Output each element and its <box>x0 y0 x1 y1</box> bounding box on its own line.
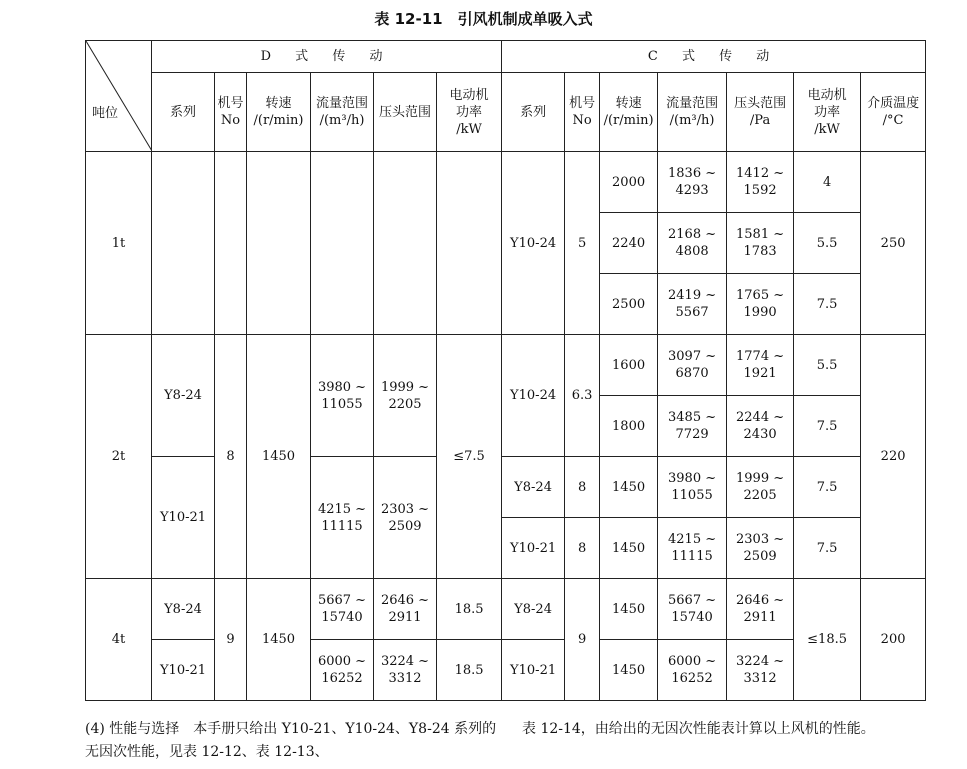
d-speed-cell: 1450 <box>247 335 311 579</box>
c-series-cell: Y10-24 <box>502 152 565 335</box>
d-flow-cell: 6000 ~ 16252 <box>311 640 374 701</box>
c-motor-cell: ≤18.5 <box>794 579 861 701</box>
diagonal-line <box>86 41 152 151</box>
c-pressure-cell: 2303 ~ 2509 <box>727 518 794 579</box>
tonnage-cell: 4t <box>86 579 152 701</box>
d-drive-header: D 式 传 动 <box>152 41 502 73</box>
d-no-cell: 9 <box>215 579 247 701</box>
d-series-cell: Y8-24 <box>152 579 215 640</box>
c-flow-cell: 2168 ~ 4808 <box>658 213 727 274</box>
c-series-cell: Y8-24 <box>502 457 565 518</box>
table-row <box>86 152 926 213</box>
table-row <box>86 579 926 640</box>
c-motor-cell: 7.5 <box>794 457 861 518</box>
d-series-cell: Y10-21 <box>152 640 215 701</box>
c-temp-cell: 200 <box>861 579 926 701</box>
d-pressure-cell: 3224 ~ 3312 <box>374 640 437 701</box>
c-flow-cell: 6000 ~ 16252 <box>658 640 727 701</box>
c-flow-cell: 3097 ~ 6870 <box>658 335 727 396</box>
c-pressure-cell: 3224 ~ 3312 <box>727 640 794 701</box>
c-pressure-cell: 1999 ~ 2205 <box>727 457 794 518</box>
d-empty-cell <box>311 152 374 335</box>
d-flow-header: 流量范围 /(m³/h) <box>311 73 374 152</box>
c-temp-cell: 220 <box>861 335 926 579</box>
d-motor-cell: 18.5 <box>437 640 502 701</box>
d-motor-header: 电动机 功率 /kW <box>437 73 502 152</box>
c-temp-cell: 250 <box>861 152 926 335</box>
table-row <box>86 457 926 518</box>
c-drive-header: C 式 传 动 <box>502 41 926 73</box>
c-no-cell: 8 <box>565 518 600 579</box>
d-empty-cell <box>215 152 247 335</box>
c-speed-cell: 1450 <box>600 518 658 579</box>
c-no-cell: 5 <box>565 152 600 335</box>
d-empty-cell <box>437 152 502 335</box>
c-no-cell: 6.3 <box>565 335 600 457</box>
d-series-header: 系列 <box>152 73 215 152</box>
c-motor-cell: 5.5 <box>794 335 861 396</box>
d-no-header: 机号 No <box>215 73 247 152</box>
c-flow-cell: 3485 ~ 7729 <box>658 396 727 457</box>
c-series-cell: Y8-24 <box>502 579 565 640</box>
c-speed-header: 转速 /(r/min) <box>600 73 658 152</box>
c-flow-cell: 2419 ~ 5567 <box>658 274 727 335</box>
c-pressure-cell: 1581 ~ 1783 <box>727 213 794 274</box>
c-flow-header: 流量范围 /(m³/h) <box>658 73 727 152</box>
c-motor-cell: 5.5 <box>794 213 861 274</box>
d-flow-cell: 3980 ~ 11055 <box>311 335 374 457</box>
d-empty-cell <box>152 152 215 335</box>
caption-left-paragraph: (4) 性能与选择 本手册只给出 Y10-21、Y10-24、Y8-24 系列的无因次性能，见表 12-12、表 12-13、 <box>85 721 497 760</box>
d-pressure-cell: 2303 ~ 2509 <box>374 457 437 579</box>
c-no-header: 机号 No <box>565 73 600 152</box>
d-motor-cell: 18.5 <box>437 579 502 640</box>
d-no-cell: 8 <box>215 335 247 579</box>
tonnage-header: 吨位 <box>92 106 119 121</box>
c-speed-cell: 2500 <box>600 274 658 335</box>
d-motor-cell: ≤7.5 <box>437 335 502 579</box>
c-speed-cell: 1450 <box>600 457 658 518</box>
c-series-header: 系列 <box>502 73 565 152</box>
c-series-cell: Y10-24 <box>502 335 565 457</box>
c-series-cell: Y10-21 <box>502 518 565 579</box>
c-speed-cell: 1450 <box>600 640 658 701</box>
c-speed-cell: 2000 <box>600 152 658 213</box>
c-speed-cell: 1800 <box>600 396 658 457</box>
c-pressure-cell: 2244 ~ 2430 <box>727 396 794 457</box>
tonnage-header-cell <box>86 41 152 152</box>
tonnage-cell: 2t <box>86 335 152 579</box>
c-speed-cell: 2240 <box>600 213 658 274</box>
d-speed-cell: 1450 <box>247 579 311 701</box>
caption-right-paragraph: 表 12-14，由给出的无因次性能表计算以上风机的性能。 <box>522 721 875 737</box>
tonnage-cell: 1t <box>86 152 152 335</box>
c-pressure-header: 压头范围 /Pa <box>727 73 794 152</box>
d-empty-cell <box>247 152 311 335</box>
d-flow-cell: 4215 ~ 11115 <box>311 457 374 579</box>
c-flow-cell: 5667 ~ 15740 <box>658 579 727 640</box>
c-motor-cell: 7.5 <box>794 396 861 457</box>
c-motor-cell: 4 <box>794 152 861 213</box>
c-motor-cell: 7.5 <box>794 518 861 579</box>
d-series-cell: Y10-21 <box>152 457 215 579</box>
table-title: 表 12-11 引风机制成单吸入式 <box>374 10 593 28</box>
d-empty-cell <box>374 152 437 335</box>
c-series-cell: Y10-21 <box>502 640 565 701</box>
c-motor-header: 电动机 功率 /kW <box>794 73 861 152</box>
c-pressure-cell: 2646 ~ 2911 <box>727 579 794 640</box>
c-motor-cell: 7.5 <box>794 274 861 335</box>
fan-spec-table <box>85 40 926 701</box>
d-series-cell: Y8-24 <box>152 335 215 457</box>
c-pressure-cell: 1412 ~ 1592 <box>727 152 794 213</box>
c-flow-cell: 1836 ~ 4293 <box>658 152 727 213</box>
c-speed-cell: 1450 <box>600 579 658 640</box>
c-no-cell: 8 <box>565 457 600 518</box>
c-temp-header: 介质温度 /°C <box>861 73 926 152</box>
d-speed-header: 转速 /(r/min) <box>247 73 311 152</box>
d-pressure-cell: 1999 ~ 2205 <box>374 335 437 457</box>
c-pressure-cell: 1774 ~ 1921 <box>727 335 794 396</box>
d-pressure-cell: 2646 ~ 2911 <box>374 579 437 640</box>
d-pressure-header: 压头范围 <box>374 73 437 152</box>
table-row <box>86 335 926 396</box>
c-flow-cell: 3980 ~ 11055 <box>658 457 727 518</box>
c-no-cell: 9 <box>565 579 600 701</box>
c-pressure-cell: 1765 ~ 1990 <box>727 274 794 335</box>
c-speed-cell: 1600 <box>600 335 658 396</box>
d-flow-cell: 5667 ~ 15740 <box>311 579 374 640</box>
c-flow-cell: 4215 ~ 11115 <box>658 518 727 579</box>
